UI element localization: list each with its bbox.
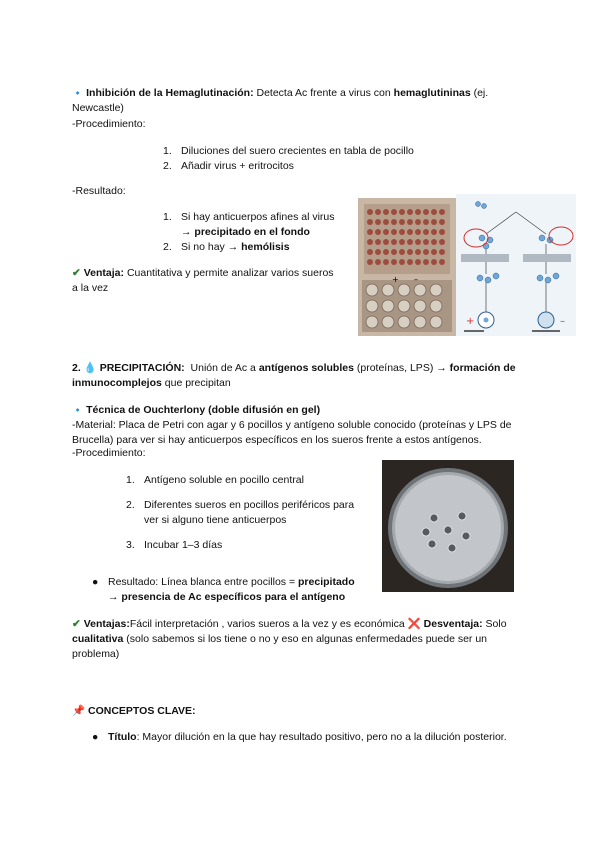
procedure-label: -Procedimiento: bbox=[72, 447, 146, 459]
svg-text:–: – bbox=[414, 275, 418, 284]
list-item: 2. Diferentes sueros en pocillos periféricos para ver si alguno tiene anticuerpos bbox=[126, 498, 355, 526]
svg-text:–: – bbox=[560, 316, 565, 327]
list-item: 3. Incubar 1–3 días bbox=[126, 538, 223, 551]
precipitation-title: PRECIPITACIÓN: bbox=[99, 362, 185, 374]
droplet-icon: 💧 bbox=[83, 362, 97, 374]
advantage-note: ✔ Ventaja: Cuantitativa y permite analizar varios sueros a la vez bbox=[72, 267, 334, 294]
checkmark-icon: ✔ bbox=[72, 267, 81, 279]
list-item: 1. Si hay anticuerpos afines al virus → precipitado en el fondo bbox=[163, 211, 335, 238]
list-item: 2. Añadir virus + eritrocitos bbox=[163, 159, 294, 172]
diamond-icon: 🔹 bbox=[72, 405, 84, 415]
result-label: -Resultado: bbox=[72, 185, 126, 197]
key-concepts-heading bbox=[72, 704, 196, 719]
microtiter-plate-photo bbox=[358, 198, 456, 336]
svg-text:+: + bbox=[466, 316, 475, 327]
hemagglutination-title: Inhibición de la Hemaglutinación: bbox=[86, 87, 254, 99]
key-concept-item: ● Título: Mayor dilución en la que hay resultado positivo, pero no a la dilución posterior. bbox=[92, 731, 507, 743]
ouchterlony-heading bbox=[72, 403, 320, 418]
checkmark-icon: ✔ bbox=[72, 618, 81, 630]
ouchterlony-steps bbox=[126, 473, 372, 553]
precipitation-heading: 2. 💧 PRECIPITACIÓN: Unión de Ac a antígenos solubles (proteínas, LPS) → formación de inmunocomplejos que precipitan bbox=[72, 362, 516, 389]
diamond-icon: 🔹 bbox=[72, 88, 84, 98]
pushpin-icon: 📌 bbox=[72, 705, 86, 717]
hemagglutination-diagram bbox=[456, 194, 576, 336]
hemagglutination-heading: 🔹 Inhibición de la Hemaglutinación: Detecta Ac frente a virus con hemaglutininas (ej. Newcastle) bbox=[72, 87, 489, 114]
procedure-label: -Procedimiento: bbox=[72, 118, 146, 130]
hemagglutination-steps bbox=[163, 144, 414, 174]
list-item: 1. Diluciones del suero crecientes en tabla de pocillo bbox=[163, 145, 414, 157]
ouchterlony-result: ● Resultado: Línea blanca entre pocillos = precipitado → presencia de Ac específicos para el antígeno bbox=[92, 576, 355, 603]
petri-dish-photo bbox=[382, 460, 514, 592]
hemagglutination-results bbox=[163, 210, 363, 255]
ouchterlony-pros-cons: ✔ Ventajas:Fácil interpretación , varios sueros a la vez y es económica ❌ Desventaja: Solo cualitativa (solo sabemos si los tiene o no y eso en algunas enfermedades puede ser un problema) bbox=[72, 618, 507, 660]
list-item: 1. Antígeno soluble en pocillo central bbox=[126, 474, 304, 486]
material-text: -Material: Placa de Petri con agar y 6 pocillos y antígeno soluble conocido (proteínas y LPS de Brucella) para ver si hay anticuerpos específicos en los sueros frente a estos antígenos. bbox=[72, 419, 512, 446]
svg-text:+: + bbox=[392, 275, 399, 284]
cross-icon: ❌ bbox=[407, 618, 421, 630]
ouchterlony-title: Técnica de Ouchterlony (doble difusión en gel) bbox=[86, 404, 321, 416]
list-item: 2. Si no hay → hemólisis bbox=[163, 240, 290, 253]
key-concepts-title: CONCEPTOS CLAVE: bbox=[88, 705, 196, 717]
